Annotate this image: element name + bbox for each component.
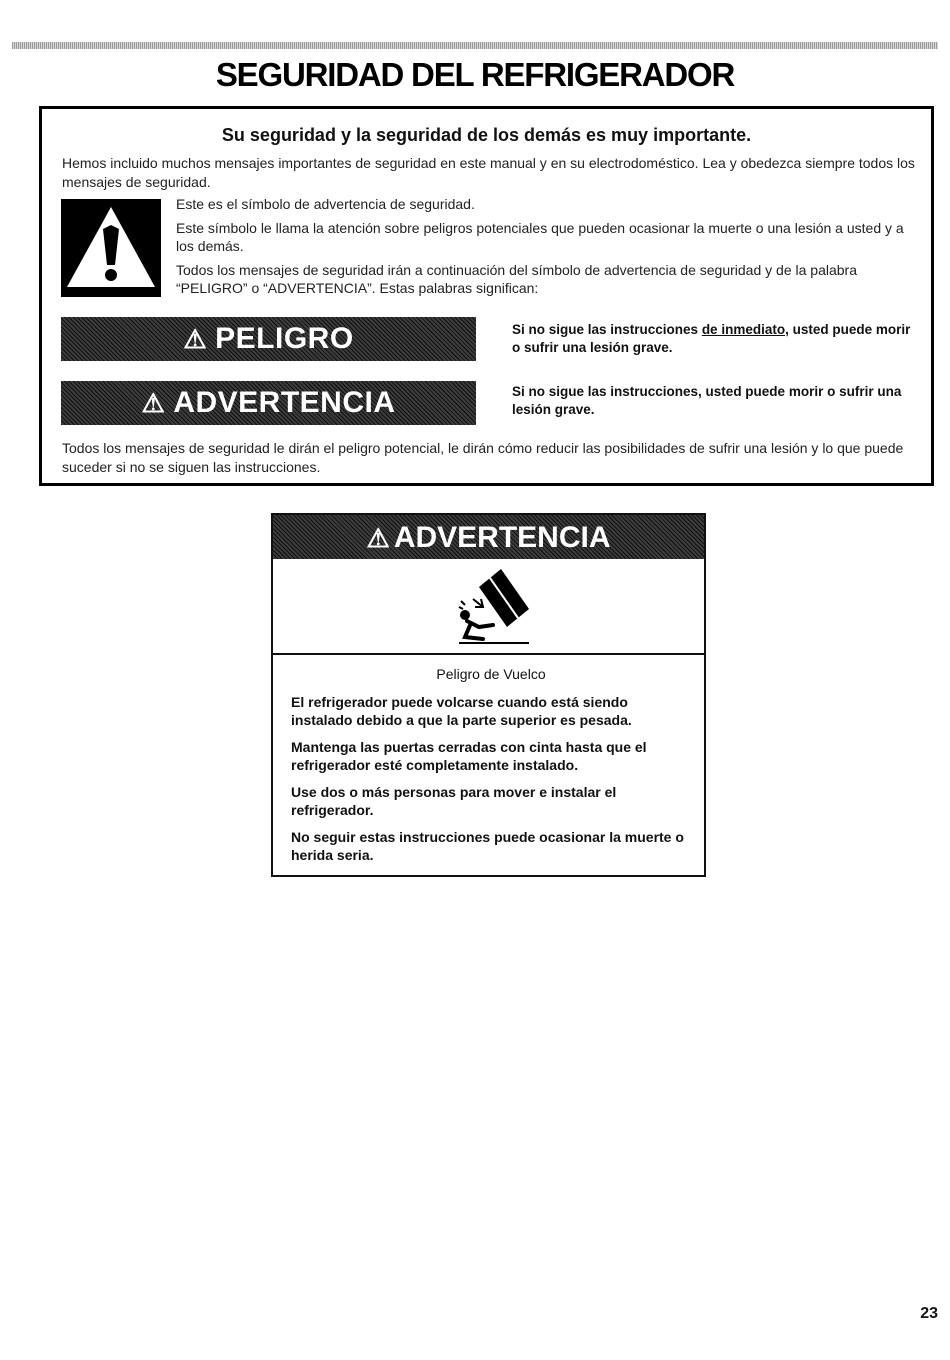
warning-paragraph: El refrigerador puede volcarse cuando está siendo instalado debido a que la parte superior es pesada. — [291, 693, 632, 728]
symbol-description — [176, 195, 916, 303]
warning-triangle-icon: ⚠ — [366, 523, 390, 553]
warning-triangle-icon: ⚠ — [183, 324, 208, 354]
advertencia-signal-bar — [61, 381, 476, 425]
safety-heading: Su seguridad y la seguridad de los demás es muy importante. — [221, 125, 752, 145]
peligro-meaning-post: , usted puede morir o sufrir una lesión grave. — [512, 322, 911, 355]
advertencia-label: ADVERTENCIA — [173, 386, 396, 419]
warning-paragraph: No seguir estas instrucciones puede ocasionar la muerte o herida seria. — [291, 828, 684, 863]
symbol-line: Todos los mensajes de seguridad irán a continuación del símbolo de advertencia de seguridad y de la palabra “PELIGRO” o “ADVERTENCIA”. Estas palabras significan: — [176, 261, 857, 296]
peligro-meaning-emphasis: de inmediato — [701, 322, 786, 337]
warning-paragraph: Mantenga las puertas cerradas con cinta hasta que el refrigerador esté completamente instalado. — [291, 738, 647, 773]
warning-panel-header-label: ADVERTENCIA — [393, 521, 611, 554]
symbol-line: Este símbolo le llama la atención sobre peligros potenciales que pueden ocasionar la muerte o una lesión a usted y a los demás. — [176, 219, 904, 254]
warning-paragraph: Use dos o más personas para mover e instalar el refrigerador. — [291, 783, 617, 818]
page-number: 23 — [920, 1305, 938, 1322]
tip-over-warning-panel — [271, 513, 706, 877]
page-title: SEGURIDAD DEL REFRIGERADOR — [215, 56, 735, 93]
safety-info-box — [39, 106, 934, 486]
safety-alert-icon — [61, 199, 161, 297]
top-rule — [12, 42, 938, 49]
warning-triangle-icon: ⚠ — [141, 388, 166, 418]
warning-panel-text — [291, 665, 691, 873]
tip-over-hazard-icon — [453, 565, 535, 647]
safety-outro: Todos los mensajes de seguridad le dirán el peligro potencial, le dirán cómo reducir las posibilidades de sufrir una lesión y lo que puede suceder si no se siguen las instrucciones. — [62, 440, 904, 475]
peligro-meaning — [512, 321, 922, 357]
peligro-meaning-pre: Si no sigue las instrucciones — [512, 322, 702, 337]
peligro-label: PELIGRO — [215, 322, 354, 355]
advertencia-meaning: Si no sigue las instrucciones, usted puede morir o sufrir una lesión grave. — [512, 384, 902, 417]
peligro-signal-bar — [61, 317, 476, 361]
warning-panel-header — [273, 515, 704, 559]
safety-intro: Hemos incluido muchos mensajes importantes de seguridad en este manual y en su electrodoméstico. Lea y obedezca siempre todos los mensajes de seguridad. — [62, 155, 915, 190]
hazard-title: Peligro de Vuelco — [436, 666, 546, 682]
symbol-line: Este es el símbolo de advertencia de seguridad. — [176, 196, 475, 212]
pictogram-area — [273, 559, 704, 655]
